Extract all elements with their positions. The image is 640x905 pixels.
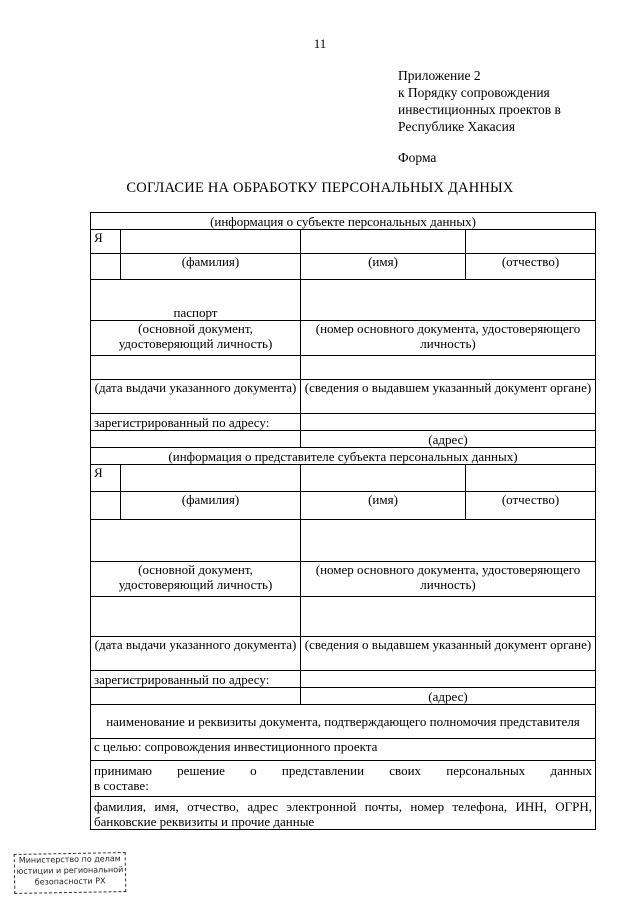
spacer-cell (91, 492, 121, 520)
subject-passport-field[interactable]: паспорт (91, 280, 301, 321)
representative-issue-date-caption: (дата выдачи указанного документа) (91, 637, 301, 671)
spacer-cell (91, 254, 121, 280)
subject-document-number-field[interactable] (301, 280, 596, 321)
representative-address-field[interactable] (301, 671, 596, 688)
appendix-line: к Порядку сопровождения (398, 85, 550, 100)
representative-authority-document-caption: наименование и реквизиты документа, подтверждающего полномочия представителя (91, 705, 596, 739)
subject-issue-date-field[interactable] (91, 356, 301, 380)
representative-document-caption: (основной документ, удостоверяющий личность) (91, 562, 301, 597)
form-label: Форма (398, 150, 437, 165)
representative-document-number-caption: (номер основного документа, удостоверяющего личность) (301, 562, 596, 597)
subject-issue-date-caption: (дата выдачи указанного документа) (91, 380, 301, 414)
stamp-line: юстиции и региональной (16, 865, 124, 876)
subject-name-field[interactable] (301, 230, 466, 254)
stamp-line: Министерство по делам (18, 854, 121, 865)
subject-address-caption: (адрес) (301, 431, 596, 448)
subject-issuer-caption: (сведения о выдавшем указанный документ органе) (301, 380, 596, 414)
subject-surname-caption: (фамилия) (121, 254, 301, 280)
subject-patronymic-caption: (отчество) (466, 254, 596, 280)
representative-section-header: (информация о представителе субъекта персональных данных) (91, 448, 596, 465)
representative-issue-date-field[interactable] (91, 597, 301, 637)
page-number: 11 (313, 36, 327, 51)
representative-document-field[interactable] (91, 520, 301, 562)
consent-form-table (90, 212, 596, 830)
representative-address-caption: (адрес) (301, 688, 596, 705)
subject-address-field-continued[interactable] (91, 431, 301, 448)
subject-section-header: (информация о субъекте персональных данных) (91, 213, 596, 230)
representative-name-field[interactable] (301, 465, 466, 492)
representative-name-caption: (имя) (301, 492, 466, 520)
stamp-line: безопасности РХ (34, 876, 106, 887)
document-title: СОГЛАСИЕ НА ОБРАБОТКУ ПЕРСОНАЛЬНЫХ ДАННЫХ (126, 180, 514, 196)
representative-registered-label: зарегистрированный по адресу: (91, 671, 301, 688)
representative-surname-field[interactable] (121, 465, 301, 492)
data-composition-text: фамилия, имя, отчество, адрес электронной почты, номер телефона, ИНН, ОГРН, банковские реквизиты и прочие данные (91, 797, 596, 830)
subject-address-field[interactable] (301, 414, 596, 431)
registration-stamp (14, 852, 127, 894)
representative-patronymic-caption: (отчество) (466, 492, 596, 520)
decision-text: принимаю решение о представлении своих персональных данных (94, 763, 593, 778)
subject-issuer-field[interactable] (301, 356, 596, 380)
representative-ya-label: Я (91, 465, 121, 492)
subject-name-caption: (имя) (301, 254, 466, 280)
subject-document-caption: (основной документ, удостоверяющий личность) (91, 321, 301, 356)
subject-patronymic-field[interactable] (466, 230, 596, 254)
purpose-text: с целью: сопровождения инвестиционного проекта (91, 739, 596, 761)
representative-document-number-field[interactable] (301, 520, 596, 562)
subject-registered-label: зарегистрированный по адресу: (91, 414, 301, 431)
decision-cell (91, 761, 596, 797)
appendix-line: инвестиционных проектов в (398, 102, 561, 117)
representative-issuer-field[interactable] (301, 597, 596, 637)
appendix-line: Республике Хакасия (398, 119, 516, 134)
representative-patronymic-field[interactable] (466, 465, 596, 492)
representative-issuer-caption: (сведения о выдавшем указанный документ органе) (301, 637, 596, 671)
appendix-caption (398, 67, 561, 135)
representative-address-field-continued[interactable] (91, 688, 301, 705)
subject-document-number-caption: (номер основного документа, удостоверяющего личность) (301, 321, 596, 356)
representative-surname-caption: (фамилия) (121, 492, 301, 520)
appendix-line: Приложение 2 (398, 68, 481, 83)
subject-ya-label: Я (91, 230, 121, 254)
subject-surname-field[interactable] (121, 230, 301, 254)
decision-text-end: в составе: (94, 778, 149, 793)
